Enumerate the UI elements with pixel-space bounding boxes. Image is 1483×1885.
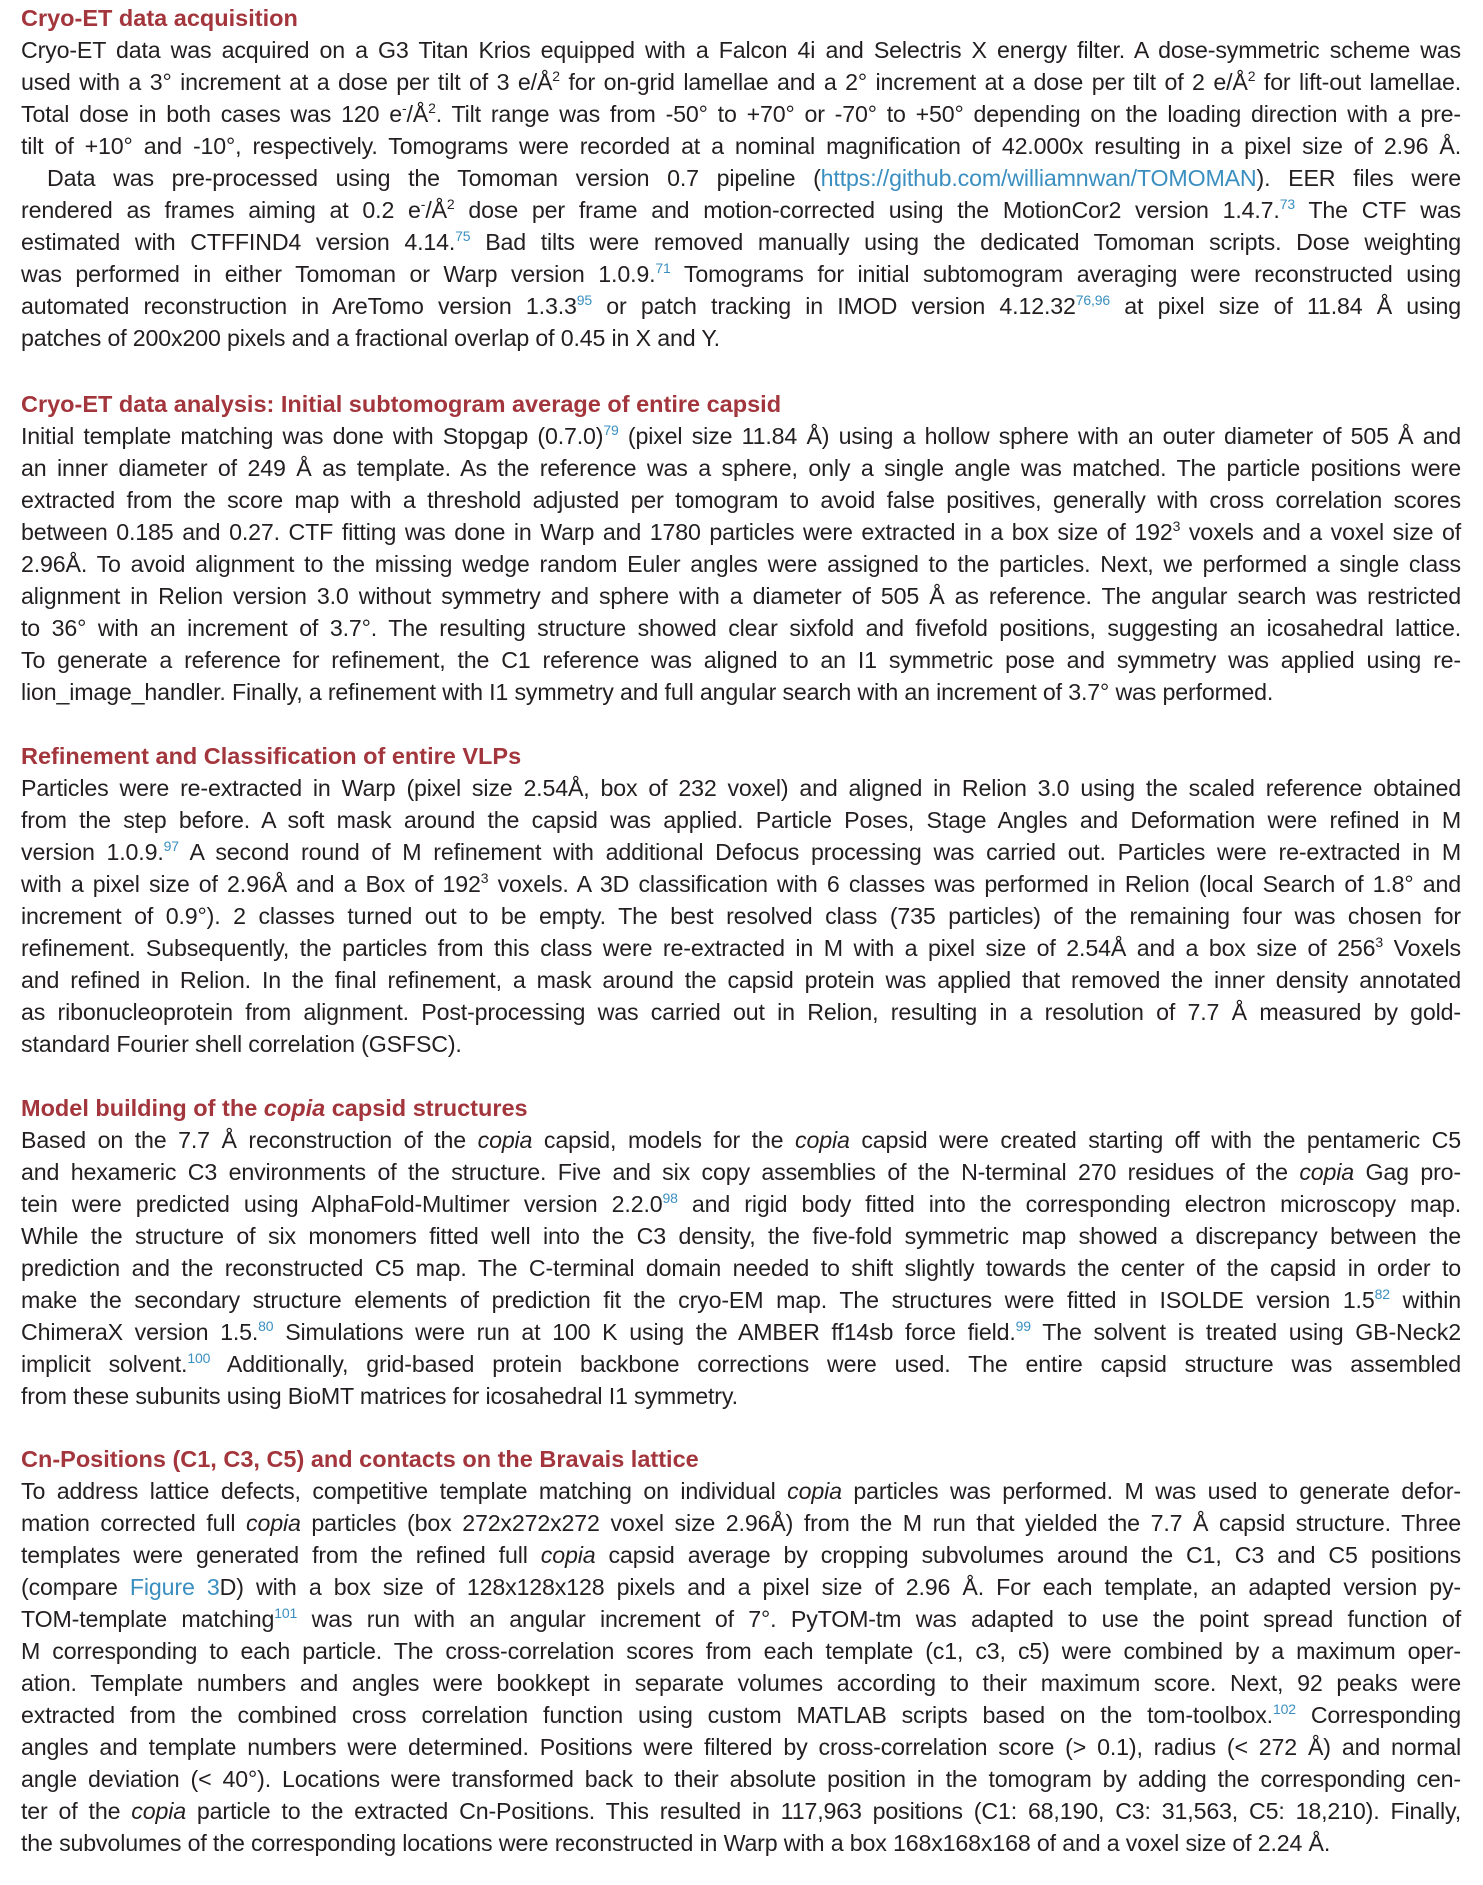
citation-link[interactable]: 79 xyxy=(603,422,619,438)
text-line: To generate a reference for refinement, the C1 reference was aligned to an I1 symmetric pose and symmetry was applied using re- xyxy=(21,647,1461,673)
citation-link[interactable]: 76,96 xyxy=(1075,292,1111,308)
text-line: TOM-template matching$^{101}$ was run with an angular increment of 7°. PyTOM-tm was adapted to use the point spread function of xyxy=(21,1605,1461,1632)
text-line: prediction and the reconstructed C5 map. The C-terminal domain needed to shift slightly towards the center of the capsid in order to xyxy=(21,1255,1461,1281)
text-line: While the structure of six monomers fitted well into the C3 density, the five-fold symmetric map showed a discrepancy between the xyxy=(21,1223,1461,1249)
text-line: Total dose in both cases was 120 $e^-/Å^2$. Tilt range was from -50° to +70° or -70° to +50° depending on the loading direction with a pre- xyxy=(21,100,1461,127)
section-initial-subtomogram-average xyxy=(21,388,1461,708)
text-line: tilt of +10° and -10°, respectively. Tomograms were recorded at a nominal magnification of 42.000x resulting in a pixel size of 2.96 Å. xyxy=(21,133,1461,159)
text-line: automated reconstruction in AreTomo version 1.3.3$^{95}$ or patch tracking in IMOD version 4.12.32$^{76,96}$ at pixel size of 11.84 Å using xyxy=(21,292,1461,319)
text-line: tein were predicted using AlphaFold-Multimer version 2.2.0$^{98}$ and rigid body fitted into the corresponding electron microscopy map. xyxy=(21,1190,1462,1217)
text-line: Particles were re-extracted in Warp (pixel size 2.54Å, box of 232 voxel) and aligned in Relion 3.0 using the scaled reference obtained xyxy=(21,775,1461,801)
text-line: extracted from the combined cross correlation function using custom MATLAB scripts based on the tom-toolbox.$^{102}$ Corresponding xyxy=(21,1701,1461,1728)
figure-3-link[interactable]: Figure 3 xyxy=(129,1574,220,1600)
text-line: version 1.0.9.97 A second round of M refinement with additional Defocus processing was carried out. Particles were re-extracted in M xyxy=(21,838,1461,865)
text-line: templates were generated from the refined full copia capsid average by cropping subvolumes around the C1, C3 and C5 positions xyxy=(21,1542,1461,1568)
citation-link[interactable]: 71 xyxy=(655,260,671,276)
tomoman-github-link[interactable]: https://github.com/williamnwan/TOMOMAN xyxy=(820,165,1257,191)
text-line: from these subunits using BioMT matrices for icosahedral I1 symmetry. xyxy=(21,1383,738,1409)
text-line: extracted from the score map with a threshold adjusted per tomogram to avoid false positives, generally with cross correlation scores xyxy=(21,487,1461,513)
citation-link[interactable]: 97 xyxy=(163,838,179,854)
text-line: and refined in Relion. In the final refinement, a mask around the capsid protein was applied that removed the inner density annotated xyxy=(21,967,1461,993)
text-line: from the step before. A soft mask around the capsid was applied. Particle Poses, Stage Angles and Deformation were refined in M xyxy=(21,807,1461,833)
section-data-acquisition xyxy=(21,2,1461,354)
text-line: refinement. Subsequently, the particles from this class were re-extracted in M with a pixel size of 2.54Å and a box size of $256^3$ Voxels xyxy=(21,934,1461,961)
text-line: Data was pre-processed using the Tomoman version 0.7 pipeline (https://github.com/williamnwan/TOMOMAN). EER files were xyxy=(47,165,1461,191)
text-line: To address lattice defects, competitive template matching on individual copia particles was performed. M was used to generate defor- xyxy=(21,1478,1461,1504)
text-line: Initial template matching was done with Stopgap (0.7.0)$^{79}$ (pixel size 11.84 Å) using a hollow sphere with an outer diameter of 505 Å and xyxy=(21,422,1461,449)
section-heading: Cryo-ET data acquisition xyxy=(21,5,298,31)
text-line: lion_image_handler. Finally, a refinement with I1 symmetry and full angular search with an increment of 3.7° was performed. xyxy=(21,679,1274,705)
text-line: and hexameric C3 environments of the structure. Five and six copy assemblies of the N-terminal 270 residues of the copia Gag pro- xyxy=(21,1159,1461,1185)
section-heading: Cn-Positions (C1, C3, C5) and contacts on the Bravais lattice xyxy=(21,1446,699,1472)
citation-link[interactable]: 82 xyxy=(1374,1286,1390,1302)
text-line: rendered as frames aiming at 0.2 $e^-/Å^2$ dose per frame and motion-corrected using the MotionCor2 version 1.4.7.73 The CTF was xyxy=(21,196,1462,223)
text-line: estimated with CTFFIND4 version 4.14.75 Bad tilts were removed manually using the dedicated Tomoman scripts. Dose weighting xyxy=(21,228,1461,255)
text-line: as ribonucleoprotein from alignment. Post-processing was carried out in Relion, resulting in a resolution of 7.7 Å measured by gold- xyxy=(21,999,1461,1025)
text-line: with a pixel size of 2.96Å and a Box of $192^3$ voxels. A 3D classification with 6 classes was performed in Relion (local Search of 1.8° and xyxy=(21,870,1461,897)
citation-link[interactable]: 100 xyxy=(187,1350,211,1366)
text-line: was performed in either Tomoman or Warp version 1.0.9.71 Tomograms for initial subtomogram averaging were reconstructed using xyxy=(21,260,1461,287)
text-line: angles and template numbers were determined. Positions were filtered by cross-correlation score (> 0.1), radius (< 272 Å) and normal xyxy=(21,1734,1461,1760)
text-line: alignment in Relion version 3.0 without symmetry and sphere with a diameter of 505 Å as reference. The angular search was restricted xyxy=(21,583,1461,609)
text-line: ter of the copia particle to the extracted Cn-Positions. This resulted in 117,963 positions (C1: 68,190, C3: 31,563, C5: 18,210). Finally, xyxy=(21,1798,1461,1824)
section-heading: Cryo-ET data analysis: Initial subtomogram average of entire capsid xyxy=(21,391,782,417)
text-line: mation corrected full copia particles (box 272x272x272 voxel size 2.96Å) from the M run that yielded the 7.7 Å capsid structure. Three xyxy=(21,1510,1461,1536)
section-refinement-classification xyxy=(21,740,1461,1060)
section-heading: Model building of the copia capsid structures xyxy=(21,1095,528,1121)
text-line: standard Fourier shell correlation (GSFSC). xyxy=(21,1031,462,1057)
citation-link[interactable]: 80 xyxy=(258,1318,274,1334)
text-line: (compare Figure 3D) with a box size of 128x128x128 pixels and a pixel size of 2.96 Å. For each template, an adapted version py- xyxy=(21,1574,1461,1600)
section-heading: Refinement and Classification of entire VLPs xyxy=(21,743,522,769)
text-line: ation. Template numbers and angles were bookkept in separate volumes according to their maximum score. Next, 92 peaks were xyxy=(21,1670,1461,1696)
citation-link[interactable]: 102 xyxy=(1272,1701,1296,1717)
citation-link[interactable]: 95 xyxy=(576,292,593,308)
text-line: used with a 3° increment at a dose per tilt of 3 $e/Å^2$ for on-grid lamellae and a 2° increment at a dose per tilt of 2 $e/Å^2$ for lift-out lamellae. xyxy=(21,68,1462,95)
text-line: the subvolumes of the corresponding locations were reconstructed in Warp with a box 168x168x168 of and a voxel size of 2.24 Å. xyxy=(21,1830,1331,1856)
text-line: implicit solvent.$^{100}$ Additionally, grid-based protein backbone corrections were used. The entire capsid structure was assembled xyxy=(21,1350,1461,1377)
section-model-building xyxy=(21,1092,1461,1412)
citation-link[interactable]: 98 xyxy=(662,1190,678,1206)
text-line: angle deviation (< 40°). Locations were transformed back to their absolute position in the tomogram by adding the corresponding cen- xyxy=(21,1766,1461,1792)
citation-link[interactable]: 75 xyxy=(455,228,471,244)
citation-link[interactable]: 101 xyxy=(274,1605,298,1621)
text-line: ChimeraX version 1.5.80 Simulations were run at 100 K using the AMBER ff14sb force field.$^{99}$ The solvent is treated using GB-Neck2 xyxy=(21,1318,1461,1345)
text-line: between 0.185 and 0.27. CTF fitting was done in Warp and 1780 particles were extracted in a box size of $192^3$ voxels and a voxel size of xyxy=(21,518,1461,545)
section-cn-positions xyxy=(21,1443,1461,1859)
text-line: 2.96Å. To avoid alignment to the missing wedge random Euler angles were assigned to the particles. Next, we performed a single class xyxy=(21,551,1461,577)
text-line: Based on the 7.7 Å reconstruction of the copia capsid, models for the copia capsid were created starting off with the pentameric C5 xyxy=(21,1127,1462,1153)
text-line: increment of 0.9°). 2 classes turned out to be empty. The best resolved class (735 particles) of the remaining four was chosen for xyxy=(21,903,1461,929)
citation-link[interactable]: 99 xyxy=(1015,1318,1031,1334)
text-line: an inner diameter of 249 Å as template. As the reference was a sphere, only a single angle was matched. The particle positions were xyxy=(21,455,1461,481)
text-line: M corresponding to each particle. The cross-correlation scores from each template (c1, c3, c5) were combined by a maximum oper- xyxy=(21,1638,1461,1664)
citation-link[interactable]: 73 xyxy=(1279,196,1295,212)
text-line: make the secondary structure elements of prediction fit the cryo-EM map. The structures were fitted in ISOLDE version 1.5$^{82}$ within xyxy=(21,1286,1461,1313)
text-line: to 36° with an increment of 3.7°. The resulting structure showed clear sixfold and fivefold positions, suggesting an icosahedral lattice. xyxy=(21,615,1461,641)
text-line: patches of 200x200 pixels and a fractional overlap of 0.45 in X and Y. xyxy=(21,325,720,351)
text-line: Cryo-ET data was acquired on a G3 Titan Krios equipped with a Falcon 4i and Selectris X energy filter. A dose-symmetric scheme was xyxy=(21,37,1461,63)
